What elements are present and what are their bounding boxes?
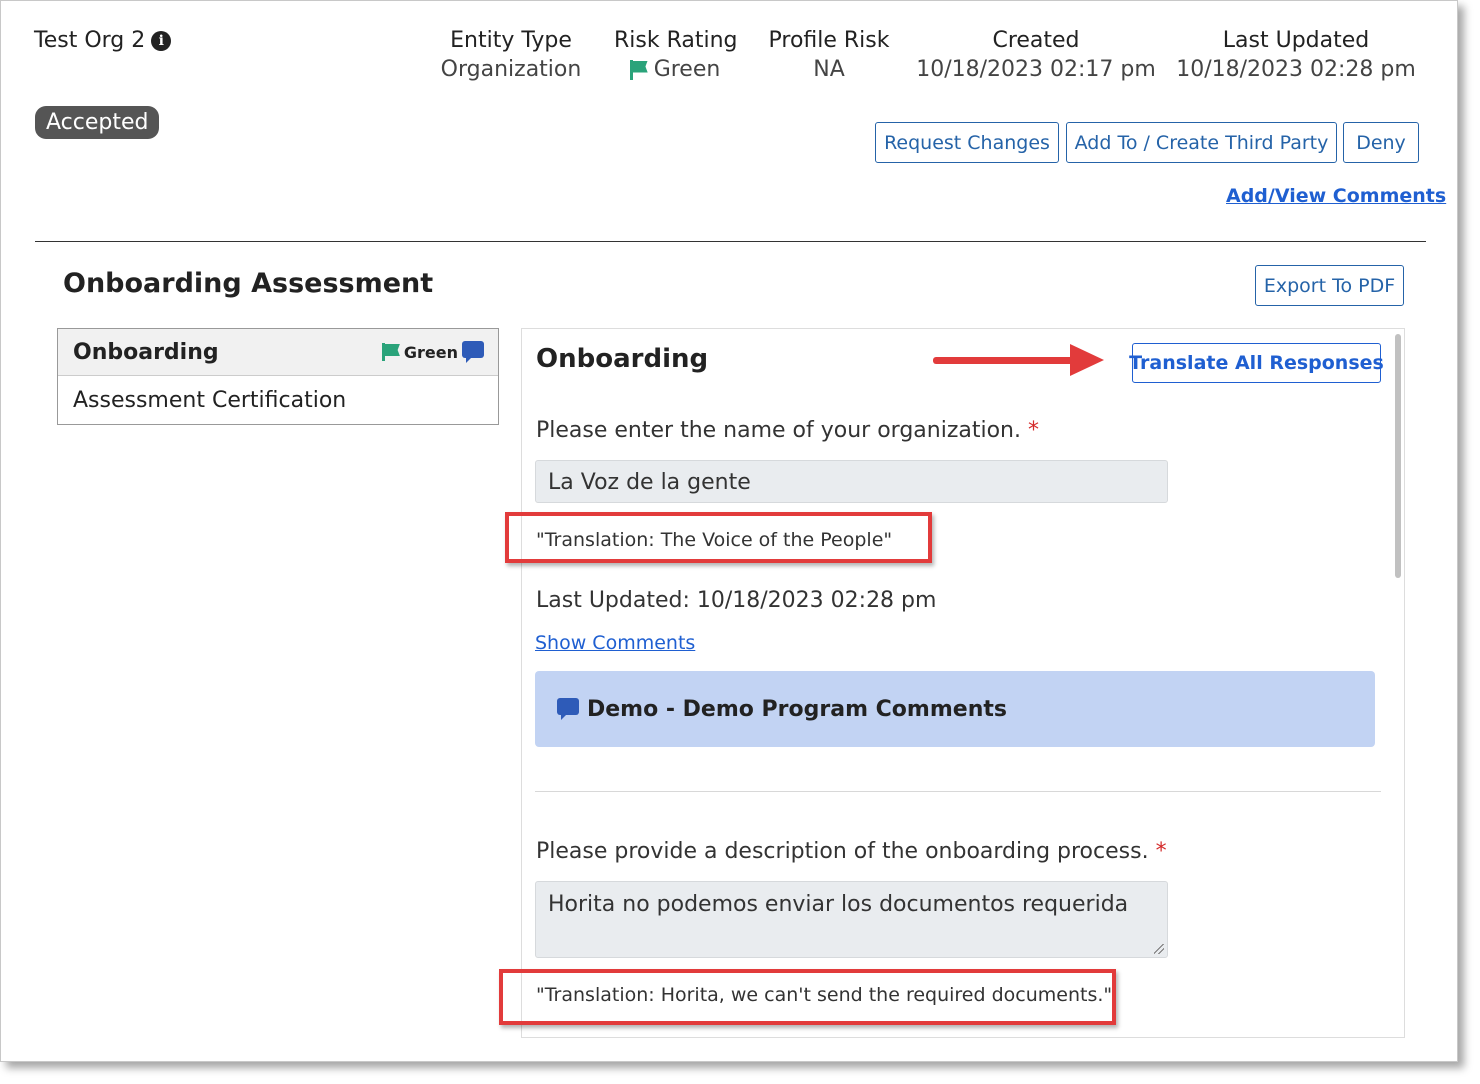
chat-icon xyxy=(557,698,579,720)
question-2-answer-text: Horita no podemos enviar los documentos requerida xyxy=(548,892,1129,917)
question-2-answer[interactable] xyxy=(535,881,1168,958)
meta-value: Organization xyxy=(440,57,582,82)
panel-title: Onboarding xyxy=(536,344,709,374)
risk-value: Green xyxy=(653,57,721,82)
question-1-label: Please enter the name of your organization. xyxy=(536,418,1021,443)
add-view-comments-link[interactable]: Add/View Comments xyxy=(1226,185,1447,207)
show-comments-link[interactable]: Show Comments xyxy=(535,632,696,654)
request-changes-button[interactable]: Request Changes xyxy=(875,122,1059,163)
meta-value-risk xyxy=(614,57,736,82)
question-2-text xyxy=(536,839,1167,864)
add-third-party-button[interactable]: Add To / Create Third Party xyxy=(1066,122,1337,163)
flag-icon xyxy=(382,343,400,361)
comment-card-label: Demo - Demo Program Comments xyxy=(587,696,1007,722)
assessment-title: Onboarding Assessment xyxy=(63,268,434,299)
meta-value: NA xyxy=(813,57,845,82)
meta-label: Entity Type xyxy=(450,28,572,53)
nav-item-assessment-certification[interactable]: Assessment Certification xyxy=(73,387,347,413)
question-2-label: Please provide a description of the onboarding process. xyxy=(536,839,1149,864)
question-divider xyxy=(535,791,1381,792)
translation-2: "Translation: Horita, we can't send the required documents." xyxy=(536,984,1113,1006)
comment-card[interactable] xyxy=(535,671,1375,747)
annotation-arrow-head xyxy=(1070,344,1104,376)
translate-all-button[interactable]: Translate All Responses xyxy=(1132,343,1381,383)
meta-risk-rating xyxy=(614,28,736,82)
question-1-answer[interactable]: La Voz de la gente xyxy=(535,460,1168,503)
nav-section-label: Onboarding xyxy=(73,339,219,365)
chat-icon[interactable] xyxy=(462,341,484,363)
meta-created xyxy=(916,28,1156,82)
nav-risk xyxy=(382,341,484,363)
meta-last-updated xyxy=(1176,28,1416,82)
required-marker: * xyxy=(1155,839,1167,864)
meta-profile-risk xyxy=(768,28,890,82)
annotation-arrow xyxy=(933,357,1073,364)
resize-handle[interactable] xyxy=(1154,944,1164,954)
meta-entity-type xyxy=(440,28,582,82)
nav-risk-label: Green xyxy=(403,342,458,362)
org-header xyxy=(34,28,171,53)
translation-1: "Translation: The Voice of the People" xyxy=(536,529,893,551)
scrollbar-thumb[interactable] xyxy=(1395,334,1401,578)
nav-section-onboarding[interactable] xyxy=(58,329,498,376)
meta-label: Last Updated xyxy=(1222,28,1370,53)
question-1-text xyxy=(536,418,1039,443)
export-pdf-button[interactable]: Export To PDF xyxy=(1255,265,1404,306)
meta-label: Profile Risk xyxy=(768,28,890,53)
required-marker: * xyxy=(1028,418,1039,443)
meta-label: Created xyxy=(992,28,1080,53)
meta-value: 10/18/2023 02:28 pm xyxy=(1176,57,1416,82)
question-1-last-updated: Last Updated: 10/18/2023 02:28 pm xyxy=(536,588,937,613)
status-badge: Accepted xyxy=(35,106,159,139)
assessment-nav xyxy=(57,328,499,425)
header-divider xyxy=(35,241,1426,242)
deny-button[interactable]: Deny xyxy=(1343,122,1419,163)
meta-value: 10/18/2023 02:17 pm xyxy=(916,57,1156,82)
meta-label: Risk Rating xyxy=(614,28,738,53)
info-icon[interactable]: i xyxy=(151,31,171,51)
flag-icon xyxy=(630,60,650,80)
org-name: Test Org 2 xyxy=(34,28,146,53)
